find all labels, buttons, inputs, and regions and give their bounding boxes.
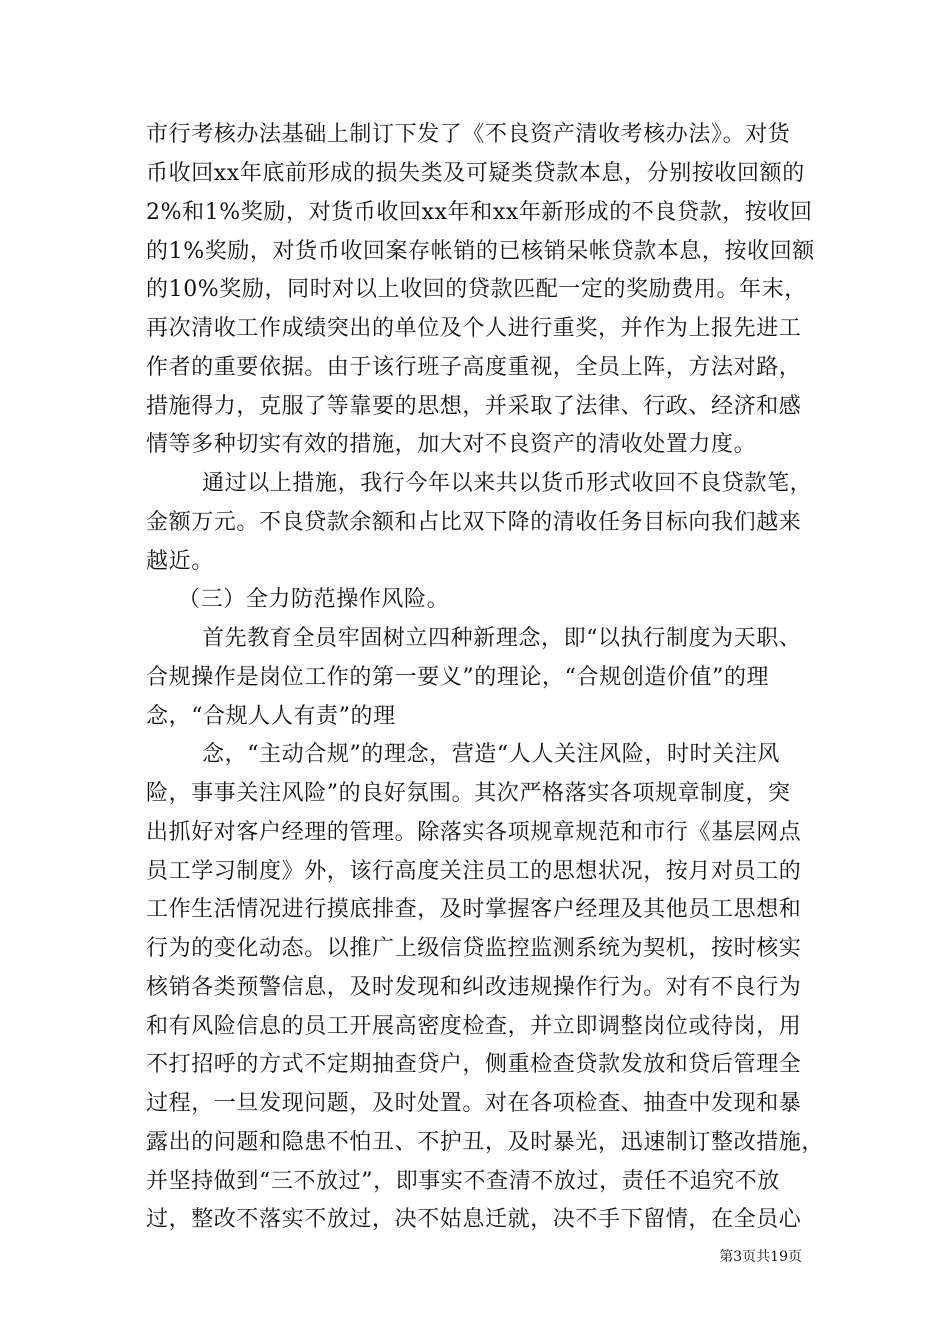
body-line-23: 核销各类预警信息，及时发现和纠改违规操作行为。对有不良行为 <box>146 975 802 1000</box>
body-line-28: 并坚持做到“三不放过”，即事实不查清不放过，责任不追究不放 <box>146 1169 780 1194</box>
body-line-14: 首先教育全员牢固树立四种新理念，即“以执行制度为天职、 <box>202 626 802 651</box>
body-line-7: 作者的重要依据。由于该行班子高度重视，全员上阵，方法对路， <box>146 355 802 380</box>
body-line-12: 越近。 <box>146 549 214 574</box>
body-line-2: 币收回xx年底前形成的损失类及可疑类贷款本息，分别按收回额的 <box>146 161 805 186</box>
body-line-16: 念，“合规人人有责”的理 <box>146 704 396 729</box>
body-line-3: 2%和1%奖励，对货币收回xx年和xx年新形成的不良贷款，按收回 <box>146 200 813 225</box>
body-line-1: 市行考核办法基础上制订下发了《不良资产清收考核办法》。对货 <box>146 122 791 147</box>
body-line-4: 的1%奖励，对货币收回案存帐销的已核销呆帐贷款本息，按收回额 <box>146 239 815 264</box>
body-line-24: 和有风险信息的员工开展高密度检查，并立即调整岗位或待岗，用 <box>146 1014 802 1039</box>
body-line-9: 情等多种切实有效的措施，加大对不良资产的清收处置力度。 <box>146 432 757 457</box>
body-line-27: 露出的问题和隐患不怕丑、不护丑，及时暴光，迅速制订整改措施， <box>146 1130 825 1155</box>
body-line-21: 工作生活情况进行摸底排查，及时掌握客户经理及其他员工思想和 <box>146 897 802 922</box>
body-line-17: 念，“主动合规”的理念，营造“人人关注风险，时时关注风 <box>202 742 780 767</box>
body-line-22: 行为的变化动态。以推广上级信贷监控监测系统为契机，按时核实 <box>146 936 802 961</box>
body-line-29: 过，整改不落实不放过，决不姑息迁就，决不手下留情，在全员心 <box>146 1207 802 1232</box>
body-line-15: 合规操作是岗位工作的第一要义”的理论，“合规创造价值”的理 <box>146 665 770 690</box>
body-line-11: 金额万元。不良贷款余额和占比双下降的清收任务目标向我们越来 <box>146 510 802 535</box>
body-line-5: 的10%奖励，同时对以上收回的贷款匹配一定的奖励费用。年末， <box>146 277 807 302</box>
body-line-26: 过程，一旦发现问题，及时处置。对在各项检查、抽查中发现和暴 <box>146 1091 802 1116</box>
body-line-19: 出抓好对客户经理的管理。除落实各项规章规范和市行《基层网点 <box>146 820 802 845</box>
body-line-10: 通过以上措施，我行今年以来共以货币形式收回不良贷款笔， <box>202 471 813 496</box>
body-line-18: 险，事事关注风险”的良好氛围。其次严格落实各项规章制度，突 <box>146 781 791 806</box>
body-line-20: 员工学习制度》外，该行高度关注员工的思想状况，按月对员工的 <box>146 859 802 884</box>
section-heading: （三）全力防范操作风险。 <box>178 587 450 612</box>
body-line-6: 再次清收工作成绩突出的单位及个人进行重奖，并作为上报先进工 <box>146 316 802 341</box>
body-line-25: 不打招呼的方式不定期抽查贷户，侧重检查贷款发放和贷后管理全 <box>146 1052 802 1077</box>
body-line-8: 措施得力，克服了等靠要的思想，并采取了法律、行政、经济和感 <box>146 394 802 419</box>
page-number: 第3页共19页 <box>719 1249 802 1265</box>
